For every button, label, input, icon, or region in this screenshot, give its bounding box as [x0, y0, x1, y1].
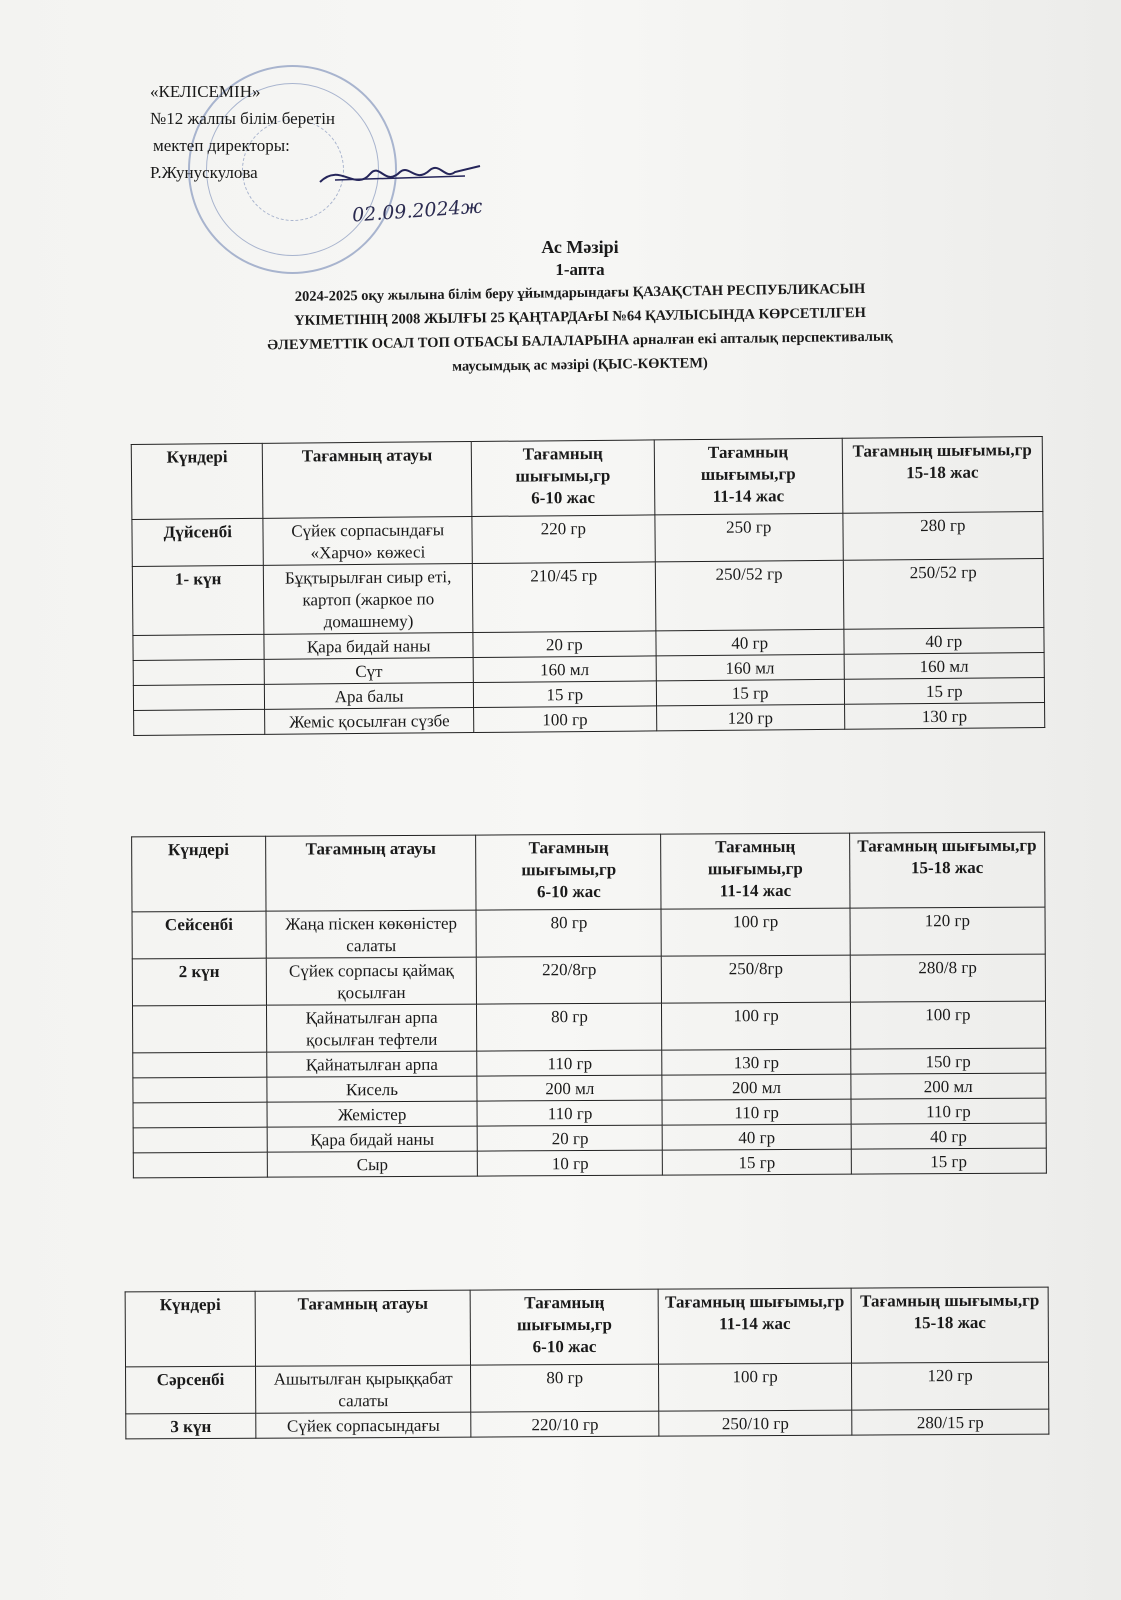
dish-name-cell: Жаңа піскен көкөністер салаты — [266, 910, 477, 958]
table-row — [126, 1409, 1049, 1439]
header-age: 6-10 жас — [532, 1336, 597, 1357]
table-row — [132, 907, 1045, 959]
dish-name-cell: Кисель — [267, 1076, 478, 1102]
yield-6-10-cell: 20 гр — [473, 631, 656, 658]
yield-15-18-cell: 100 гр — [850, 1001, 1046, 1049]
dish-name-cell: Ара балы — [265, 683, 474, 710]
header-yield-6-10 — [470, 1289, 658, 1365]
table-header-row — [131, 437, 1043, 520]
day-cell — [133, 1127, 267, 1153]
yield-15-18-cell: 15 гр — [844, 678, 1045, 705]
yield-6-10-cell: 20 гр — [478, 1125, 663, 1151]
day-cell: 1- күн — [132, 565, 264, 635]
yield-15-18-cell: 250/52 гр — [843, 559, 1044, 630]
yield-15-18-cell: 120 гр — [851, 1362, 1048, 1410]
yield-6-10-cell: 80 гр — [476, 909, 661, 957]
dish-name-cell: Ашытылған қырыққабат салаты — [255, 1365, 470, 1413]
approval-line-3: мектеп директоры: — [153, 136, 290, 155]
dish-name-cell: Сүйек сорпасындағы «Харчо» көжесі — [263, 517, 472, 566]
dish-name-cell: Жемістер — [267, 1101, 478, 1127]
table-header-row — [132, 832, 1045, 912]
dish-name-cell: Сүйек сорпасы қаймақ қосылған — [266, 957, 477, 1005]
yield-15-18-cell: 120 гр — [850, 907, 1046, 955]
header-label: Тағамның шығымы,гр — [516, 1292, 612, 1335]
header-age: 11-14 жас — [719, 1313, 791, 1334]
yield-6-10-cell: 80 гр — [471, 1364, 659, 1412]
yield-6-10-cell: 160 мл — [473, 656, 656, 683]
yield-11-14-cell: 100 гр — [662, 1002, 850, 1050]
header-label: Тағамның шығымы,гр — [665, 1291, 845, 1312]
header-label: Тағамның атауы — [297, 1293, 429, 1314]
header-label: Тағамның шығымы,гр — [700, 442, 796, 485]
day-cell — [132, 1005, 266, 1053]
yield-15-18-cell: 40 гр — [844, 628, 1045, 655]
header-label: Күндері — [167, 839, 230, 860]
header-yield-6-10 — [471, 440, 654, 517]
yield-6-10-cell: 15 гр — [473, 681, 656, 708]
yield-6-10-cell: 220/10 гр — [471, 1411, 659, 1437]
yield-6-10-cell: 220/8гр — [477, 956, 662, 1004]
header-label: Тағамның шығымы,гр — [521, 837, 617, 880]
yield-11-14-cell: 40 гр — [656, 629, 844, 656]
header-yield-11-14 — [654, 438, 843, 515]
day-cell: 3 күн — [126, 1413, 256, 1439]
yield-11-14-cell: 110 гр — [662, 1099, 850, 1125]
yield-6-10-cell: 100 гр — [473, 706, 656, 733]
header-label: Тағамның шығымы,гр — [852, 440, 1032, 461]
title-sub-4: маусымдық ас мәзірі (ҚЫС-КӨКТЕМ) — [452, 355, 708, 375]
header-age: 15-18 жас — [906, 462, 979, 483]
header-name — [265, 835, 476, 911]
day-cell — [133, 659, 265, 685]
day-cell: Дүйсенбі — [132, 518, 264, 566]
menu-table-day-1 — [131, 436, 1046, 736]
day-cell: Сәрсенбі — [126, 1366, 256, 1414]
day-cell — [133, 684, 265, 710]
header-label: Күндері — [166, 447, 228, 467]
yield-15-18-cell: 200 мл — [850, 1073, 1046, 1099]
yield-6-10-cell: 10 гр — [478, 1150, 663, 1176]
header-label: Тағамның шығымы,гр — [515, 443, 611, 486]
header-days — [132, 836, 266, 912]
yield-15-18-cell: 130 гр — [844, 703, 1045, 730]
header-yield-6-10 — [476, 834, 661, 910]
approval-line-4: Р.Жунускулова — [150, 163, 258, 182]
yield-6-10-cell: 200 мл — [477, 1075, 662, 1101]
dish-name-cell: Қара бидай наны — [267, 1126, 478, 1152]
yield-15-18-cell: 280/15 гр — [852, 1409, 1049, 1435]
menu-table-day-3 — [125, 1287, 1050, 1440]
yield-11-14-cell: 40 гр — [663, 1124, 851, 1150]
table-row — [132, 512, 1043, 567]
header-name — [255, 1290, 471, 1366]
yield-11-14-cell: 15 гр — [656, 679, 844, 706]
header-label: Тағамның атауы — [301, 445, 433, 466]
title-line-1: Ас Мәзірі — [541, 237, 619, 257]
title-sub-2: ҮКІМЕТІНІҢ 2008 ЖЫЛҒЫ 25 ҚАҢТАРДАғЫ №64 ҚАУЛЫСЫНДА КӨРСЕТІЛГЕН — [294, 305, 866, 329]
yield-11-14-cell: 250 гр — [655, 513, 843, 562]
document-title — [150, 235, 1010, 377]
signature-date: 02.09.2024ж — [351, 195, 483, 227]
table-header-row — [125, 1287, 1048, 1367]
day-cell — [134, 709, 266, 735]
dish-name-cell: Қара бидай наны — [264, 633, 473, 660]
header-age: 6-10 жас — [536, 881, 601, 902]
yield-11-14-cell: 15 гр — [663, 1149, 851, 1175]
yield-6-10-cell: 80 гр — [477, 1003, 662, 1051]
header-yield-11-14 — [658, 1288, 851, 1364]
table-row — [133, 1148, 1046, 1178]
header-yield-15-18 — [851, 1287, 1048, 1363]
title-sub-3: ӘЛЕУМЕТТІК ОСАЛ ТОП ОТБАСЫ БАЛАЛАРЫНА арналған екі апталық перспективалық — [267, 328, 893, 354]
yield-6-10-cell: 110 гр — [477, 1100, 662, 1126]
yield-11-14-cell: 250/10 гр — [659, 1410, 852, 1436]
yield-15-18-cell: 280 гр — [843, 512, 1044, 561]
yield-11-14-cell: 250/8гр — [662, 955, 850, 1003]
yield-11-14-cell: 200 мл — [662, 1074, 850, 1100]
title-sub-1: 2024-2025 оқу жылына білім беру ұйымдарындағы ҚАЗАҚСТАН РЕСПУБЛИКАСЫН — [294, 281, 866, 305]
header-label: Күндері — [159, 1294, 221, 1315]
yield-15-18-cell: 160 мл — [844, 653, 1045, 680]
approval-line-1: «КЕЛІСЕМІН» — [150, 82, 261, 101]
dish-name-cell: Бұқтырылған сиыр еті, картоп (жаркое по домашнему) — [264, 564, 473, 635]
header-days — [125, 1291, 255, 1367]
header-label: Тағамның шығымы,гр — [860, 1290, 1040, 1311]
yield-15-18-cell: 15 гр — [851, 1148, 1047, 1174]
yield-15-18-cell: 150 гр — [850, 1048, 1046, 1074]
header-age: 11-14 жас — [719, 880, 792, 901]
yield-11-14-cell: 120 гр — [656, 704, 844, 731]
table-row — [132, 1001, 1045, 1053]
yield-11-14-cell: 100 гр — [659, 1363, 852, 1411]
yield-11-14-cell: 100 гр — [661, 908, 849, 956]
header-label: Тағамның шығымы,гр — [857, 835, 1037, 856]
header-yield-15-18 — [849, 832, 1045, 908]
dish-name-cell: Жеміс қосылған сүзбе — [265, 708, 474, 735]
table-row — [132, 954, 1045, 1006]
header-yield-15-18 — [842, 437, 1043, 514]
dish-name-cell: Сүйек сорпасындағы — [256, 1412, 471, 1438]
menu-table-day-2 — [131, 832, 1047, 1179]
yield-6-10-cell: 210/45 гр — [472, 562, 655, 633]
header-age: 6-10 жас — [531, 487, 596, 508]
header-age: 11-14 жас — [712, 486, 785, 506]
table-row — [126, 1362, 1049, 1414]
dish-name-cell: Қайнатылған арпа қосылған тефтели — [266, 1004, 477, 1052]
day-cell: 2 күн — [132, 958, 266, 1006]
day-cell — [133, 1052, 267, 1078]
yield-15-18-cell: 110 гр — [851, 1098, 1047, 1124]
dish-name-cell: Қайнатылған арпа — [266, 1051, 477, 1077]
yield-11-14-cell: 130 гр — [662, 1049, 850, 1075]
header-days — [131, 443, 263, 519]
day-cell — [133, 634, 265, 660]
table-row — [132, 559, 1044, 636]
header-age: 15-18 жас — [910, 857, 984, 878]
yield-6-10-cell: 110 гр — [477, 1050, 662, 1076]
dish-name-cell: Сыр — [267, 1151, 478, 1177]
title-line-2: 1-апта — [555, 260, 605, 279]
day-cell: Сейсенбі — [132, 911, 266, 959]
day-cell — [133, 1077, 267, 1103]
day-cell — [133, 1152, 267, 1178]
day-cell — [133, 1102, 267, 1128]
header-age: 15-18 жас — [913, 1312, 986, 1333]
header-yield-11-14 — [661, 833, 850, 909]
yield-11-14-cell: 160 мл — [656, 654, 844, 681]
header-label: Тағамның шығымы,гр — [707, 836, 803, 879]
header-label: Тағамның атауы — [305, 838, 436, 859]
header-name — [263, 442, 472, 519]
approval-block — [150, 78, 335, 186]
yield-11-14-cell: 250/52 гр — [655, 560, 844, 631]
yield-15-18-cell: 40 гр — [851, 1123, 1047, 1149]
yield-15-18-cell: 280/8 гр — [850, 954, 1046, 1002]
approval-line-2: №12 жалпы білім беретін — [150, 109, 336, 128]
yield-6-10-cell: 220 гр — [472, 515, 655, 564]
dish-name-cell: Сүт — [265, 658, 474, 685]
